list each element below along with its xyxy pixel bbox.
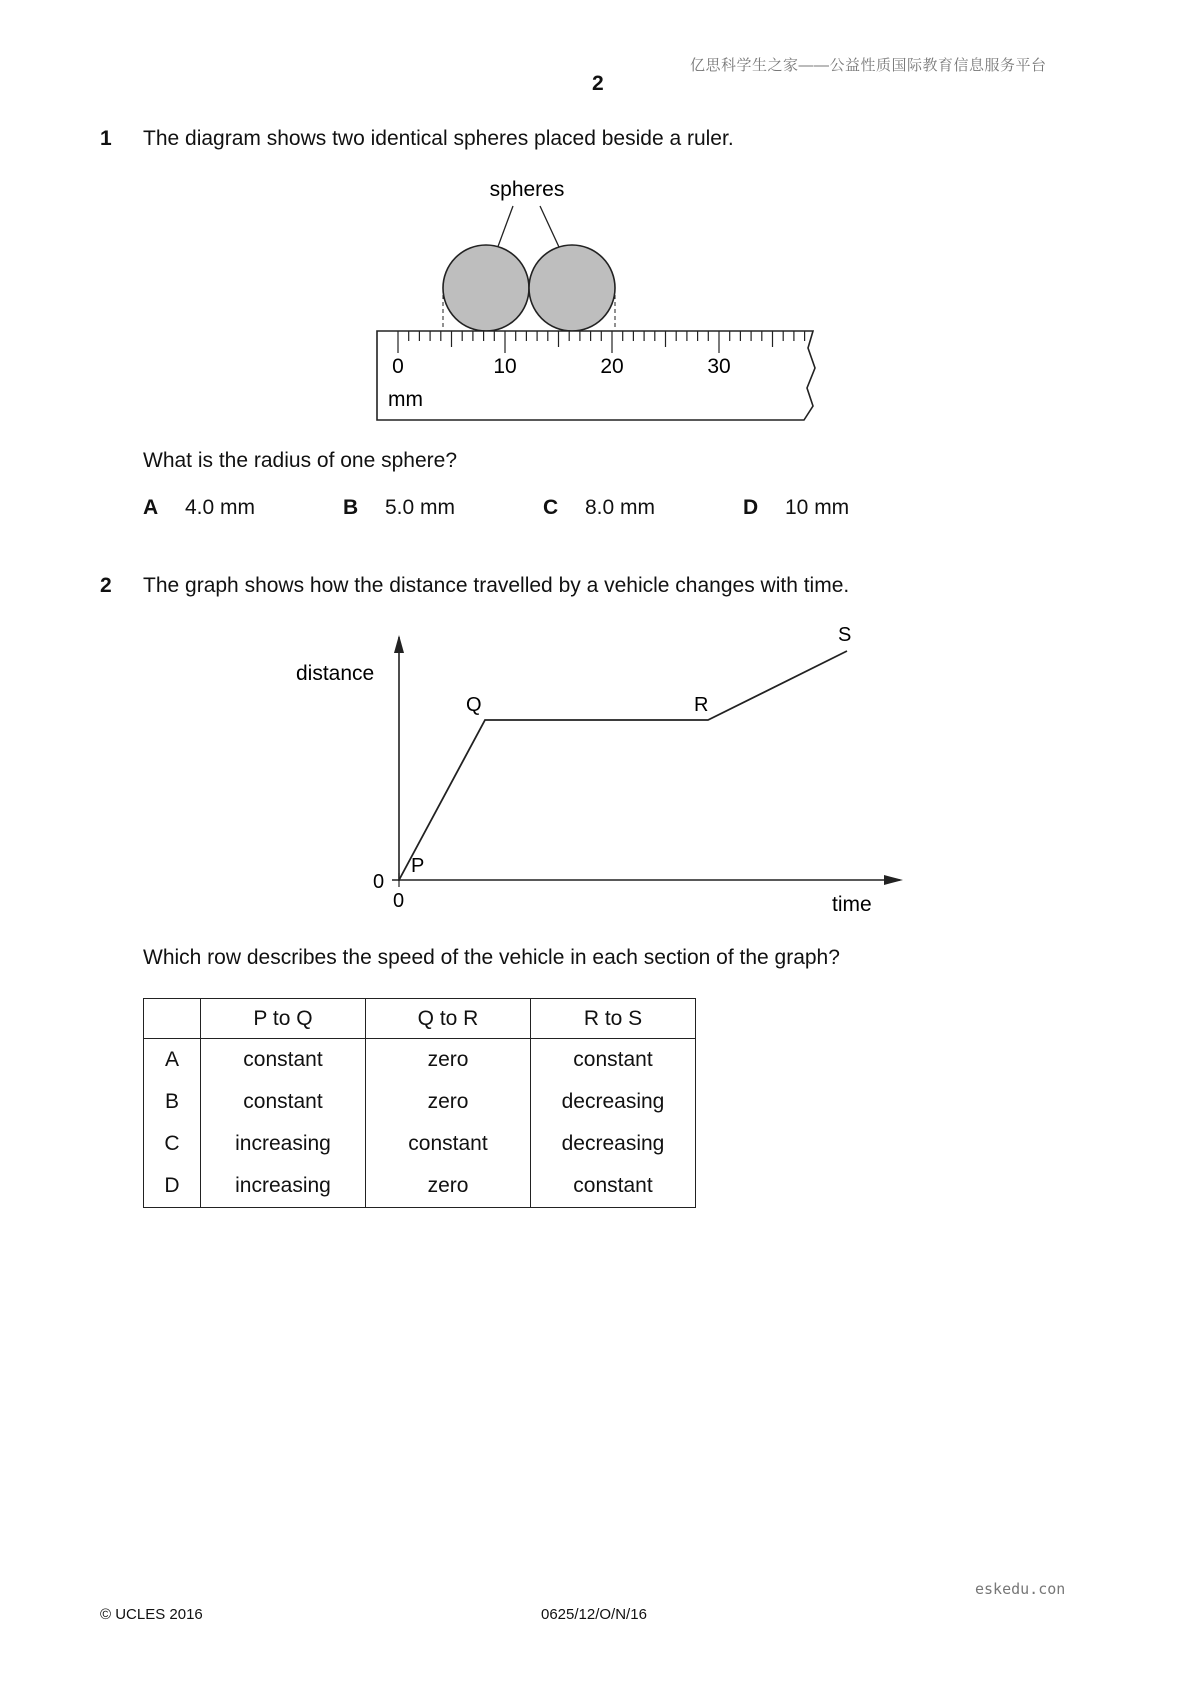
table-row[interactable] <box>144 1165 696 1208</box>
table-cell: zero <box>366 1039 531 1082</box>
point-s-label: S <box>838 624 852 646</box>
answer-table <box>143 998 696 1208</box>
table-cell: decreasing <box>531 1081 696 1123</box>
question-2-text: The graph shows how the distance travelled by a vehicle changes with time. <box>143 574 850 597</box>
x-axis-arrow <box>884 875 903 885</box>
distance-line <box>399 651 847 880</box>
row-label: D <box>144 1165 201 1208</box>
table-row[interactable] <box>144 1039 696 1082</box>
option-b-value[interactable]: 5.0 mm <box>385 496 456 519</box>
question-2-prompt: Which row describes the speed of the vehicle in each section of the graph? <box>143 946 840 969</box>
origin-x-label: 0 <box>393 890 405 912</box>
table-cell: constant <box>531 1165 696 1208</box>
point-p-label: P <box>411 855 425 877</box>
option-c-letter: C <box>543 496 559 519</box>
spheres-label: spheres <box>489 178 565 201</box>
site-watermark: eskedu.con <box>975 1580 1066 1598</box>
question-1-prompt: What is the radius of one sphere? <box>143 449 458 472</box>
table-header-row <box>144 999 696 1039</box>
ruler-tick-20: 20 <box>600 355 624 378</box>
table-row[interactable] <box>144 1081 696 1123</box>
footer-code: 0625/12/O/N/16 <box>541 1606 647 1623</box>
option-d-letter: D <box>743 496 759 519</box>
option-d-value[interactable]: 10 mm <box>785 496 850 519</box>
footer-copyright: © UCLES 2016 <box>100 1606 203 1623</box>
table-cell: constant <box>531 1039 696 1082</box>
option-b-letter: B <box>343 496 359 519</box>
x-axis-label: time <box>832 893 872 916</box>
table-cell: increasing <box>201 1165 366 1208</box>
sphere-right <box>529 245 615 331</box>
option-a-value[interactable]: 4.0 mm <box>185 496 256 519</box>
y-axis-arrow <box>394 635 404 653</box>
table-cell: constant <box>201 1039 366 1082</box>
table-cell: constant <box>366 1123 531 1165</box>
point-q-label: Q <box>466 694 482 716</box>
ruler-spheres-diagram <box>360 170 830 435</box>
row-label: B <box>144 1081 201 1123</box>
row-label: A <box>144 1039 201 1082</box>
point-r-label: R <box>694 694 709 716</box>
sphere-left <box>443 245 529 331</box>
question-2-number: 2 <box>100 574 112 597</box>
ruler-body <box>377 331 815 420</box>
table-cell: zero <box>366 1081 531 1123</box>
table-header-r-to-s: R to S <box>531 999 696 1039</box>
table-header-q-to-r: Q to R <box>366 999 531 1039</box>
question-1-text: The diagram shows two identical spheres placed beside a ruler. <box>143 127 734 150</box>
table-cell: zero <box>366 1165 531 1208</box>
table-header-p-to-q: P to Q <box>201 999 366 1039</box>
table-cell: decreasing <box>531 1123 696 1165</box>
distance-time-graph <box>280 615 920 925</box>
ruler-tick-30: 30 <box>707 355 731 378</box>
table-row[interactable] <box>144 1123 696 1165</box>
y-axis-label: distance <box>296 662 375 685</box>
origin-y-label: 0 <box>373 871 385 893</box>
watermark: 亿思科学生之家——公益性质国际教育信息服务平台 <box>690 57 1047 74</box>
option-c-value[interactable]: 8.0 mm <box>585 496 656 519</box>
option-a-letter: A <box>143 496 159 519</box>
ruler-tick-0: 0 <box>392 355 404 378</box>
table-header-blank <box>144 999 201 1039</box>
table-cell: increasing <box>201 1123 366 1165</box>
table-cell: constant <box>201 1081 366 1123</box>
ruler-tick-10: 10 <box>493 355 517 378</box>
question-1-number: 1 <box>100 127 112 150</box>
page-number: 2 <box>592 72 604 95</box>
row-label: C <box>144 1123 201 1165</box>
ruler-unit: mm <box>388 388 423 411</box>
